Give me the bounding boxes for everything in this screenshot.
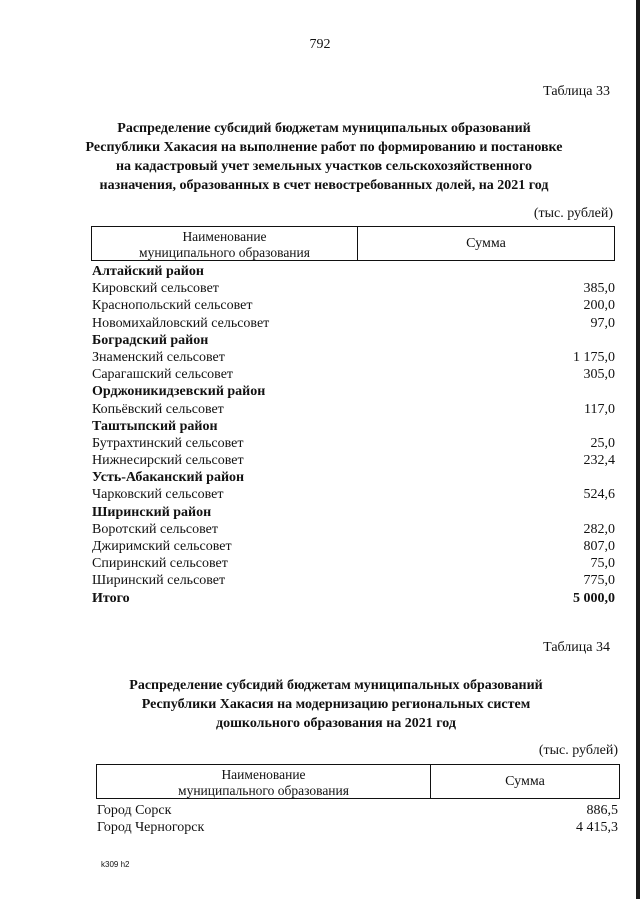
table-row [92, 521, 615, 538]
table33-label: Таблица 33 [543, 84, 610, 99]
table-row [92, 349, 615, 366]
row-name: Ширинский район [92, 504, 212, 520]
table34-header [96, 764, 620, 799]
table-row [92, 572, 615, 589]
row-name: Орджоникидзевский район [92, 384, 266, 400]
row-name: Сарагашский сельсовет [92, 367, 234, 383]
table33-title-line: Распределение субсидий бюджетам муниципальных образований [117, 121, 531, 136]
row-amount: 117,0 [584, 401, 615, 417]
row-name: Город Черногорск [97, 820, 205, 836]
table34-header-sum: Сумма [505, 773, 545, 789]
row-name: Спиринский сельсовет [92, 556, 228, 572]
footer-code: k309 h2 [101, 860, 130, 869]
header-name-line1: Наименование [221, 767, 306, 782]
table-row [92, 297, 615, 314]
table-row [97, 802, 618, 819]
row-amount: 25,0 [590, 435, 615, 451]
table-row [92, 435, 615, 452]
table-row [92, 452, 615, 469]
row-amount: 4 415,3 [576, 820, 618, 836]
row-name: Итого [92, 590, 130, 606]
row-amount: 1 175,0 [573, 349, 615, 365]
row-name: Новомихайловский сельсовет [92, 315, 270, 331]
table-row [92, 486, 615, 503]
header-name-line2: муниципального образования [178, 783, 349, 798]
row-amount: 886,5 [586, 803, 618, 818]
row-amount: 232,4 [583, 453, 615, 469]
row-name: Таштыпский район [92, 418, 218, 434]
table33-title-line: назначения, образованных в счет невостребованных долей, на 2021 год [99, 178, 549, 193]
row-amount: 200,0 [583, 298, 615, 314]
table34-title-line: дошкольного образования на 2021 год [216, 716, 456, 731]
row-name: Боградский район [92, 332, 209, 348]
table33-title [84, 119, 564, 195]
row-amount: 775,0 [583, 573, 615, 589]
row-amount: 282,0 [583, 521, 615, 537]
row-name: Усть-Абаканский район [92, 470, 245, 486]
district-row [92, 504, 615, 521]
table33-title-line: на кадастровый учет земельных участков сельскохозяйственного [115, 159, 532, 174]
table-row [92, 538, 615, 555]
row-name: Копьёвский сельсовет [92, 401, 224, 417]
table34-header-name [97, 765, 431, 798]
table-row [97, 819, 618, 836]
page-number: 792 [309, 37, 331, 52]
table33-header-sum: Сумма [466, 235, 506, 251]
row-amount: 5 000,0 [573, 590, 615, 606]
table34-rows [97, 802, 618, 836]
table34-units: (тыс. рублей) [538, 743, 618, 758]
row-amount: 385,0 [583, 281, 615, 297]
row-name: Город Сорск [97, 803, 172, 818]
table34-title-line: Распределение субсидий бюджетам муниципальных образований [129, 678, 543, 693]
row-name: Бутрахтинский сельсовет [92, 435, 244, 451]
district-row [92, 332, 615, 349]
table33-units: (тыс. рублей) [533, 206, 613, 221]
row-amount: 524,6 [583, 487, 615, 503]
row-name: Нижнесирский сельсовет [92, 453, 244, 469]
district-row [92, 383, 615, 400]
scan-edge [636, 0, 640, 899]
row-name: Чарковский сельсовет [92, 487, 224, 503]
row-name: Воротский сельсовет [92, 521, 218, 537]
district-row [92, 469, 615, 486]
table-row [92, 280, 615, 297]
header-name-line2: муниципального образования [139, 245, 310, 260]
table33-header-name [92, 227, 358, 260]
row-amount: 305,0 [583, 367, 615, 383]
table-row [92, 315, 615, 332]
row-amount: 75,0 [590, 556, 615, 572]
row-amount: 97,0 [590, 315, 615, 331]
row-name: Джиримский сельсовет [92, 539, 232, 554]
table34-label: Таблица 34 [543, 640, 610, 655]
table34-title-line: Республики Хакасия на модернизацию региональных систем [141, 697, 531, 712]
table-row [92, 401, 615, 418]
table33-header [91, 226, 615, 261]
row-name: Знаменский сельсовет [92, 349, 225, 365]
row-name: Кировский сельсовет [92, 281, 219, 297]
header-name-line1: Наименование [182, 229, 267, 244]
row-name: Ширинский сельсовет [92, 573, 226, 589]
row-name: Алтайский район [92, 264, 204, 279]
table33-title-line: Республики Хакасия на выполнение работ по формированию и постановке [85, 140, 563, 155]
district-row [92, 418, 615, 435]
table34-title [96, 676, 576, 733]
table-row [92, 366, 615, 383]
total-row [92, 590, 615, 607]
row-amount: 807,0 [583, 539, 615, 554]
table-row [92, 555, 615, 572]
row-name: Краснопольский сельсовет [92, 298, 253, 314]
district-row [92, 263, 615, 280]
table33-rows [92, 263, 615, 607]
